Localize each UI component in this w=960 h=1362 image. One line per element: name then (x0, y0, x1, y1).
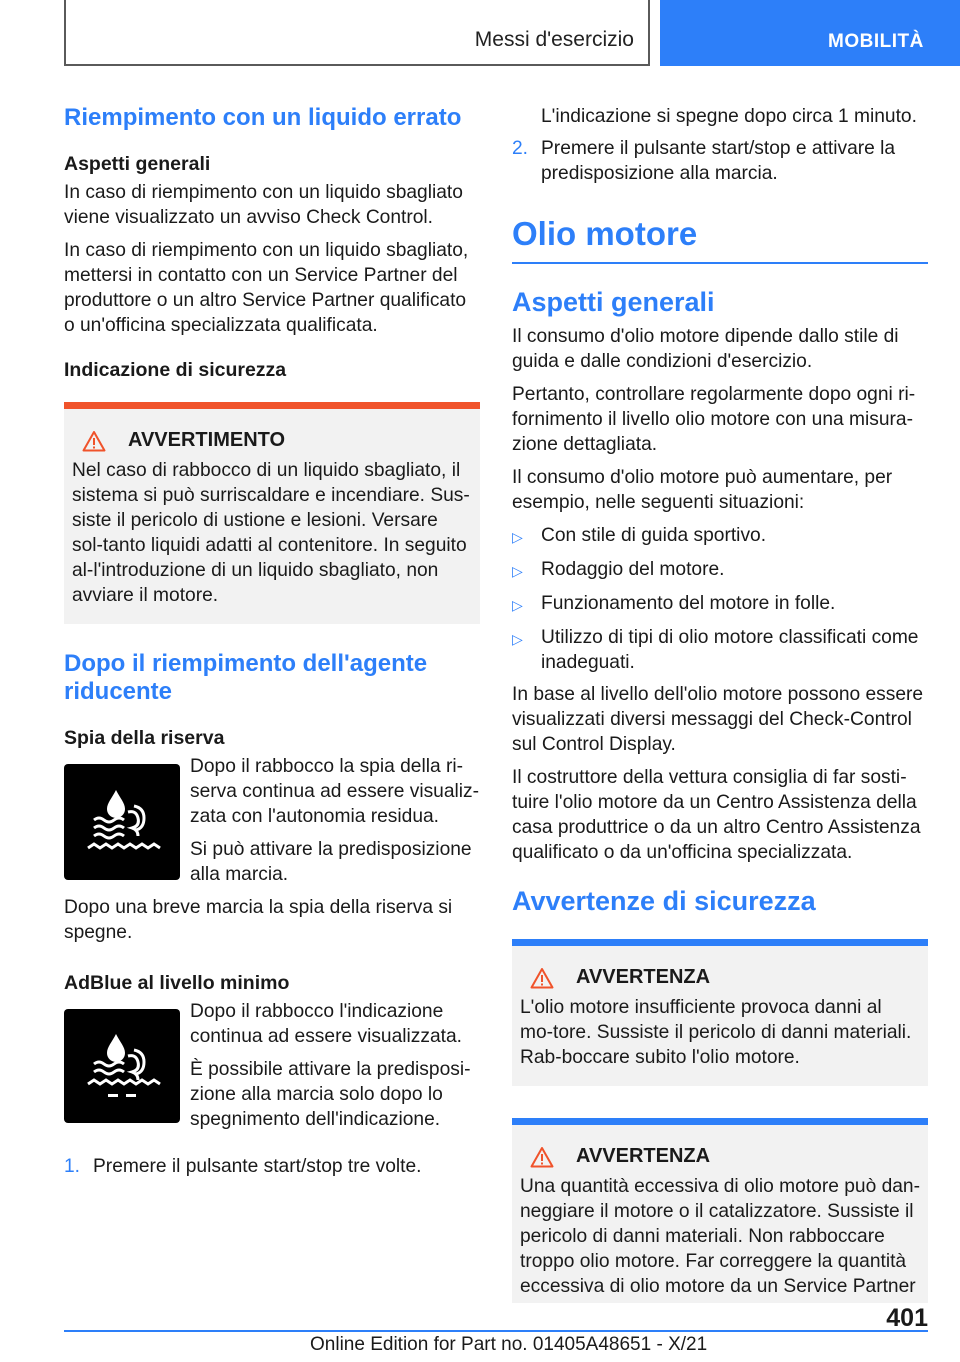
heading-safety-note: Indicazione di sicurezza (64, 359, 287, 381)
list-item (512, 557, 928, 584)
warning-title-text: AVVERTENZA (576, 966, 711, 988)
footer-divider (64, 1330, 928, 1332)
paragraph: Si può attivare la predisposizione alla marcia. (190, 839, 472, 885)
warning-triangle-icon (530, 1146, 554, 1168)
heading-general: Aspetti generali (64, 153, 211, 175)
heading-after-refill: Dopo il riempimento dell'agente riducente (64, 650, 428, 705)
reserve-indicator-row (64, 754, 480, 895)
warning-box (512, 1118, 928, 1303)
warning-text: Una quantità eccessiva di olio motore può dan-neggiare il motore o il catalizzatore. Sussiste il pericolo di danni materiali. Non rabboccare troppo olio motore. Far correggere la quantità eccessiva di olio motore da un Service Partner (520, 1176, 920, 1297)
warning-title (520, 1145, 920, 1168)
step-number: 1. (64, 1156, 81, 1177)
step-text: L'indicazione si spegne dopo circa 1 minuto. (541, 106, 917, 127)
heading-engine-oil: Olio motore (512, 215, 698, 252)
chapter-heading-block (512, 214, 928, 264)
reserve-indicator-text (190, 754, 480, 895)
bullet-triangle-icon: ▷ (512, 563, 523, 579)
header-chapter-tab[interactable] (660, 0, 960, 66)
paragraph: Il costruttore della vettura consiglia di far sosti-tuire l'olio motore da un Centro Assistenza della casa produttrice o da un altro Centro Assistenza qualificato o da un'officina specializzata. (512, 767, 921, 863)
heading-refill-wrong-liquid: Riempimento con un liquido errato (64, 104, 462, 131)
warning-box (64, 402, 480, 624)
footer-edition-text: Online Edition for Part no. 01405A48651 - X/21 (310, 1334, 708, 1355)
header-section-title: Messi d'esercizio (474, 28, 634, 51)
warning-text: L'olio motore insufficiente provoca danni al mo-tore. Sussiste il pericolo di danni materiali. Rab-boccare subito l'olio motore. (520, 997, 912, 1068)
paragraph: Pertanto, controllare regolarmente dopo ogni ri-fornimento il livello olio motore con una misura-zione dettagliata. (512, 384, 916, 455)
warning-triangle-icon (82, 430, 106, 452)
warning-title-text: AVVERTENZA (576, 1145, 711, 1167)
warning-box (512, 939, 928, 1086)
bullet-list (512, 523, 928, 675)
warning-text: Nel caso di rabbocco di un liquido sbagliato, il sistema si può surriscaldare e incendiare. Sus-siste il pericolo di ustione e lesioni. Versare sol-tanto liquidi adatti al contenitore. In seguito al-l'introduzione di un liquido sbagliato, non avviare il motore. (72, 460, 470, 606)
bullet-text: Con stile di guida sportivo. (541, 525, 767, 546)
warning-title (520, 966, 920, 989)
warning-title (72, 429, 472, 452)
step-text: Premere il pulsante start/stop tre volte. (93, 1156, 422, 1177)
list-item (64, 1154, 480, 1179)
paragraph: È possibile attivare la predisposi-zione alla marcia solo dopo lo spegnimento dell'indicazione. (190, 1059, 471, 1130)
header-section-box (64, 0, 650, 66)
bullet-triangle-icon: ▷ (512, 631, 523, 647)
minimum-indicator-row (64, 999, 480, 1140)
warning-triangle-icon (530, 967, 554, 989)
right-column (512, 104, 928, 1303)
step-number (512, 104, 541, 129)
paragraph: In base al livello dell'olio motore possono essere visualizzati diversi messaggi del Check-Control sul Control Display. (512, 684, 924, 755)
heading-safety-warnings: Avvertenze di sicurezza (512, 886, 816, 916)
list-item (512, 523, 928, 550)
paragraph: Dopo il rabbocco la spia della ri-serva continua ad essere visualiz-zata con l'autonomia residua. (190, 756, 480, 827)
minimum-indicator-text (190, 999, 480, 1140)
heading-reserve-light: Spia della riserva (64, 727, 225, 749)
paragraph: Dopo il rabbocco l'indicazione continua ad essere visualizzata. (190, 1001, 462, 1047)
bullet-text: Rodaggio del motore. (541, 559, 725, 580)
bullet-text: Funzionamento del motore in folle. (541, 593, 836, 614)
warning-title-text: AVVERTIMENTO (128, 429, 286, 451)
list-item (512, 591, 928, 618)
paragraph: Il consumo d'olio motore dipende dallo stile di guida e dalle condizioni d'esercizio. (512, 326, 899, 372)
header-chapter-label: MOBILITÀ (828, 31, 924, 52)
bullet-triangle-icon: ▷ (512, 529, 523, 545)
bullet-triangle-icon: ▷ (512, 597, 523, 613)
paragraph: In caso di riempimento con un liquido sbagliato, mettersi in contatto con un Service Partner del produttore o un altro Service Partner qualificato o un'officina specializzata qualificata. (64, 240, 469, 336)
paragraph: Il consumo d'olio motore può aumentare, per esempio, nelle seguenti situazioni: (512, 467, 893, 513)
left-column (64, 100, 480, 1186)
paragraph: In caso di riempimento con un liquido sbagliato viene visualizzato un avviso Check Control. (64, 182, 463, 228)
page-number: 401 (886, 1304, 928, 1332)
paragraph: Dopo una breve marcia la spia della riserva si spegne. (64, 897, 453, 943)
step-number: 2. (512, 138, 529, 159)
adblue-minimum-indicator-icon (64, 1009, 180, 1123)
heading-adblue-minimum: AdBlue al livello minimo (64, 972, 290, 994)
step-text: Premere il pulsante start/stop e attivare la predisposizione alla marcia. (541, 138, 896, 184)
list-item (512, 136, 928, 186)
adblue-reserve-indicator-icon (64, 764, 180, 880)
list-item (512, 625, 928, 675)
list-item (512, 104, 928, 129)
bullet-text: Utilizzo di tipi di olio motore classificati come inadeguati. (541, 627, 919, 673)
heading-general: Aspetti generali (512, 287, 715, 317)
